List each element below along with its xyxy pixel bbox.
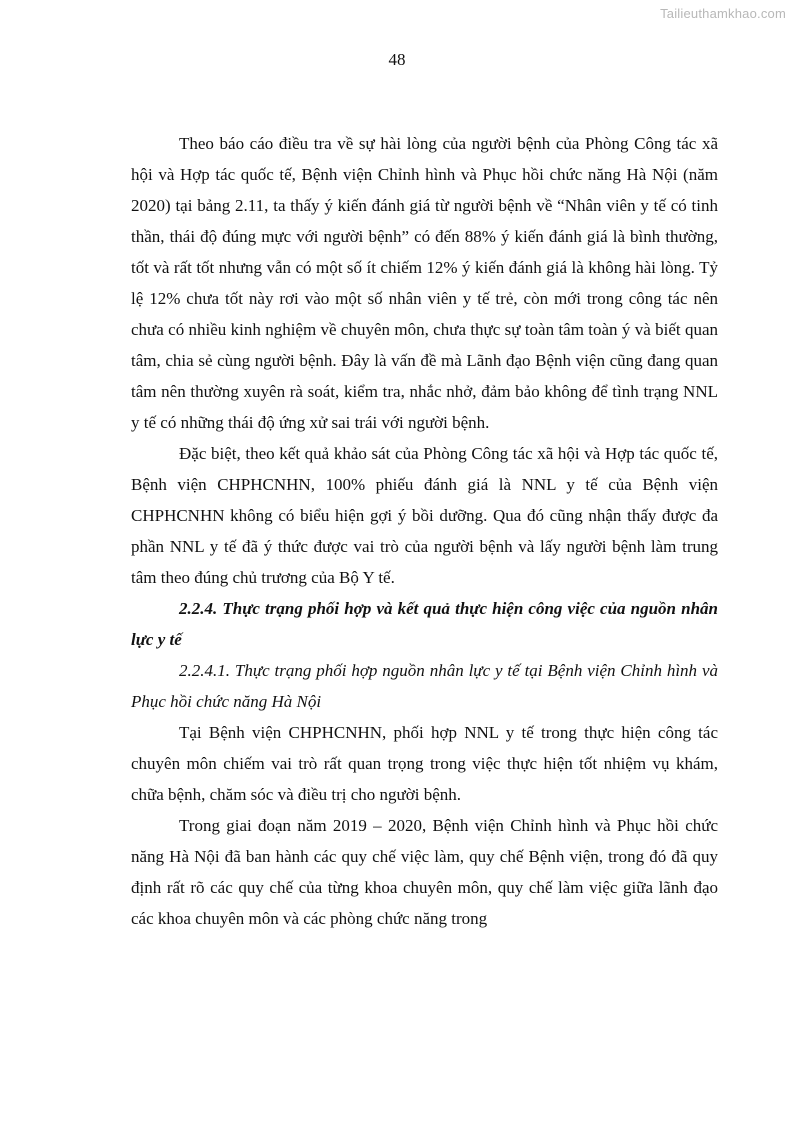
section-heading-2-2-4: 2.2.4. Thực trạng phối hợp và kết quả thực hiện công việc của nguồn nhân lực y tế — [131, 599, 718, 649]
paragraph-satisfaction-survey: Theo báo cáo điều tra về sự hài lòng của người bệnh của Phòng Công tác xã hội và Hợp tác quốc tế, Bệnh viện Chỉnh hình và Phục hồi chức năng Hà Nội (năm 2020) tại bảng 2.11, ta thấy ý kiến đánh giá từ người bệnh về “Nhân viên y tế có tinh thần, thái độ đúng mực với người bệnh” có đến 88% ý kiến đánh giá là bình thường, tốt và rất tốt nhưng vẫn có một số ít chiếm 12% ý kiến đánh giá là không hài lòng. Tỷ lệ 12% chưa tốt này rơi vào một số nhân viên y tế trẻ, còn mới trong công tác nên chưa có nhiều kinh nghiệm về chuyên môn, chưa thực sự toàn tâm toàn ý và biết quan tâm, chia sẻ cùng người bệnh. Đây là vấn đề mà Lãnh đạo Bệnh viện cũng đang quan tâm nên thường xuyên rà soát, kiểm tra, nhắc nhở, đảm bảo không để tình trạng NNL y tế có những thái độ ứng xử sai trái với người bệnh. — [131, 134, 718, 432]
document-body — [131, 128, 718, 934]
page-number: 48 — [388, 50, 406, 69]
paragraph-regulations: Trong giai đoạn năm 2019 – 2020, Bệnh viện Chỉnh hình và Phục hồi chức năng Hà Nội đã ban hành các quy chế việc làm, quy chế Bệnh viện, trong đó đã quy định rất rõ các quy chế của từng khoa chuyên môn, quy chế làm việc giữa lãnh đạo các khoa chuyên môn và các phòng chức năng trong — [131, 816, 718, 928]
paragraph-coordination: Tại Bệnh viện CHPHCNHN, phối hợp NNL y tế trong thực hiện công tác chuyên môn chiếm vai trò rất quan trọng trong việc thực hiện tốt nhiệm vụ khám, chữa bệnh, chăm sóc và điều trị cho người bệnh. — [131, 723, 718, 804]
paragraph-special-survey: Đặc biệt, theo kết quả khảo sát của Phòng Công tác xã hội và Hợp tác quốc tế, Bệnh viện CHPHCNHN, 100% phiếu đánh giá là NNL y tế của Bệnh viện CHPHCNHN không có biểu hiện gợi ý bồi dưỡng. Qua đó cũng nhận thấy được đa phần NNL y tế đã ý thức được vai trò của người bệnh và lấy người bệnh làm trung tâm theo đúng chủ trương của Bộ Y tế. — [131, 444, 718, 587]
watermark: Tailieuthamkhao.com — [660, 6, 786, 21]
subsection-heading-2-2-4-1: 2.2.4.1. Thực trạng phối hợp nguồn nhân lực y tế tại Bệnh viện Chỉnh hình và Phục hồi chức năng Hà Nội — [131, 661, 718, 711]
